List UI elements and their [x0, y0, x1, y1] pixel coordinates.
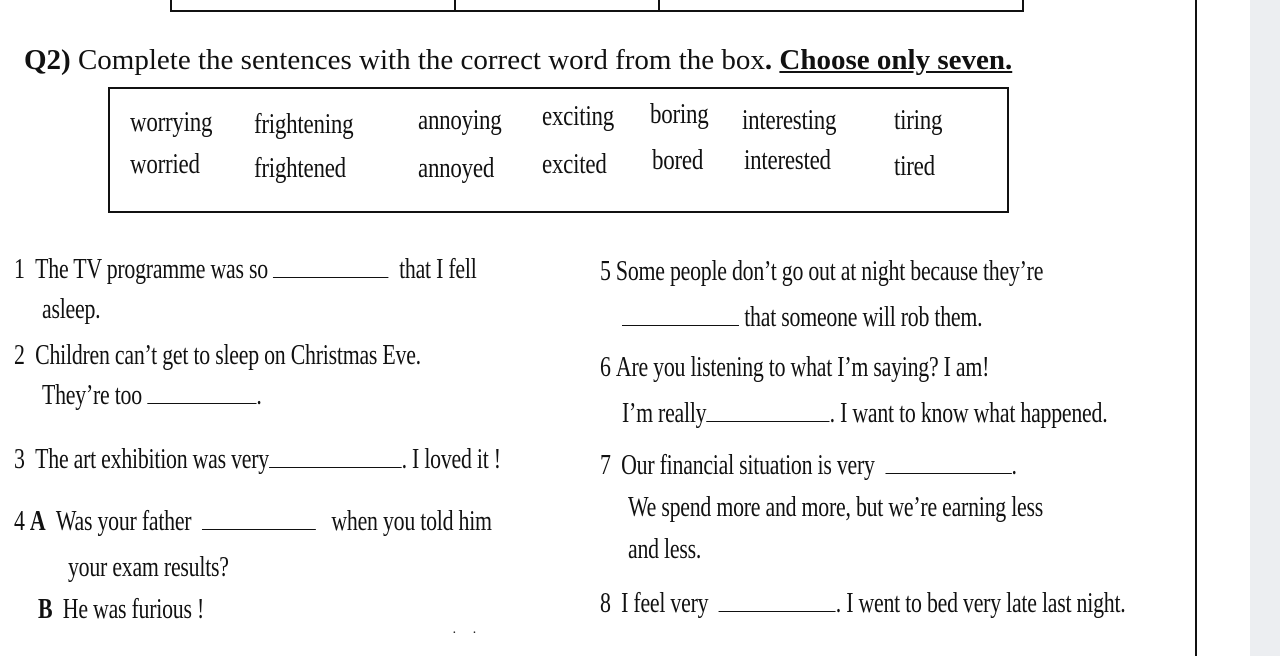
- question-heading: [24, 44, 1012, 77]
- exercise-text: I’m really: [622, 398, 707, 429]
- answer-blank[interactable]: [622, 324, 739, 326]
- word-box: [108, 87, 1009, 213]
- exercise-text: when you told him: [331, 506, 492, 537]
- exercise-text: I feel very: [621, 588, 709, 619]
- exercise-text: your exam results?: [68, 552, 229, 583]
- exercise-5-line-2: [622, 302, 982, 334]
- exercise-2-line-2: [42, 380, 262, 412]
- exercise-number: 3: [14, 444, 25, 475]
- answer-blank[interactable]: [706, 420, 829, 422]
- exercise-text: Some people don’t go out at night because they’re: [615, 256, 1044, 287]
- question-number: Q2): [24, 44, 71, 76]
- exercise-text: .: [256, 380, 262, 411]
- exercise-7-line-2: [628, 492, 1043, 524]
- question-period: .: [764, 44, 780, 76]
- exercise-number: 5: [600, 256, 611, 287]
- exercise-text: that someone will rob them.: [744, 302, 983, 333]
- exercise-text: .: [1011, 450, 1017, 481]
- word-box-word: interesting: [742, 105, 837, 136]
- word-box-word: frightened: [254, 153, 346, 184]
- exercise-4-line-1: [14, 506, 492, 538]
- answer-blank[interactable]: [269, 466, 402, 468]
- table-cell-divider: [658, 0, 660, 10]
- exercise-text: We spend more and more, but we’re earning less: [628, 492, 1044, 523]
- exercise-text: The TV programme was so: [35, 254, 268, 285]
- page-right-border: [1195, 0, 1197, 656]
- exercise-4-line-2: [68, 552, 229, 584]
- answer-blank[interactable]: [147, 402, 256, 404]
- word-box-word: worried: [130, 149, 200, 180]
- word-box-word: exciting: [542, 101, 614, 132]
- previous-table-bottom: [170, 0, 1024, 12]
- exercise-text: asleep.: [42, 294, 101, 325]
- exercise-number: 8: [600, 588, 611, 619]
- word-box-word: interested: [744, 145, 831, 176]
- word-box-word: boring: [650, 99, 709, 130]
- exercise-2-line-1: [14, 340, 421, 372]
- exercise-text: Our financial situation is very: [621, 450, 875, 481]
- exercise-text: . I loved it !: [401, 444, 501, 475]
- word-box-word: annoyed: [418, 153, 495, 184]
- exercise-1-line-1: [14, 254, 477, 286]
- exercise-text: . I want to know what happened.: [829, 398, 1108, 429]
- exercise-1-line-2: [42, 294, 100, 326]
- exercise-5-line-1: [600, 256, 1043, 288]
- exercise-text: . I went to bed very late last night.: [835, 588, 1126, 619]
- exercise-text: They’re too: [42, 380, 142, 411]
- answer-blank[interactable]: [202, 528, 316, 530]
- exercise-4-line-3: [38, 594, 204, 626]
- answer-blank[interactable]: [719, 610, 836, 612]
- exercise-number: 2: [14, 340, 25, 371]
- exercise-text: He was furious !: [62, 594, 205, 625]
- word-box-word: frightening: [254, 109, 354, 140]
- answer-blank[interactable]: [885, 472, 1011, 474]
- question-emphasis: Choose only seven.: [779, 44, 1013, 76]
- exercise-7-line-3: [628, 534, 701, 566]
- exercise-8: [600, 588, 1126, 620]
- exercise-number: 4: [14, 506, 25, 537]
- word-box-word: tired: [894, 151, 935, 182]
- table-cell-divider: [454, 0, 456, 10]
- exercise-number: 6: [600, 352, 611, 383]
- exercise-3: [14, 444, 501, 476]
- dialogue-label: B: [38, 594, 53, 625]
- exercise-text: The art exhibition was very: [35, 444, 269, 475]
- exercise-number: 7: [600, 450, 611, 481]
- exercise-6-line-2: [622, 398, 1107, 430]
- dialogue-label: A: [29, 506, 46, 537]
- exercise-text: Was your father: [55, 506, 192, 537]
- exercise-text: Are you listening to what I’m saying? I am!: [615, 352, 990, 383]
- exercise-text: and less.: [628, 534, 702, 565]
- exercise-text: that I fell: [399, 254, 477, 285]
- exercise-6-line-1: [600, 352, 989, 384]
- exercise-number: 1: [14, 254, 25, 285]
- scan-specks: · ·: [452, 626, 483, 641]
- question-instruction: Complete the sentences with the correct word from the box: [70, 44, 765, 76]
- viewer-sidebar-strip: [1250, 0, 1280, 656]
- exercise-7-line-1: [600, 450, 1017, 482]
- word-box-word: worrying: [130, 107, 213, 138]
- word-box-word: excited: [542, 149, 607, 180]
- exercise-text: Children can’t get to sleep on Christmas Eve.: [35, 340, 421, 371]
- answer-blank[interactable]: [273, 276, 388, 278]
- word-box-word: bored: [652, 145, 704, 176]
- word-box-word: annoying: [418, 105, 502, 136]
- word-box-word: tiring: [894, 105, 943, 136]
